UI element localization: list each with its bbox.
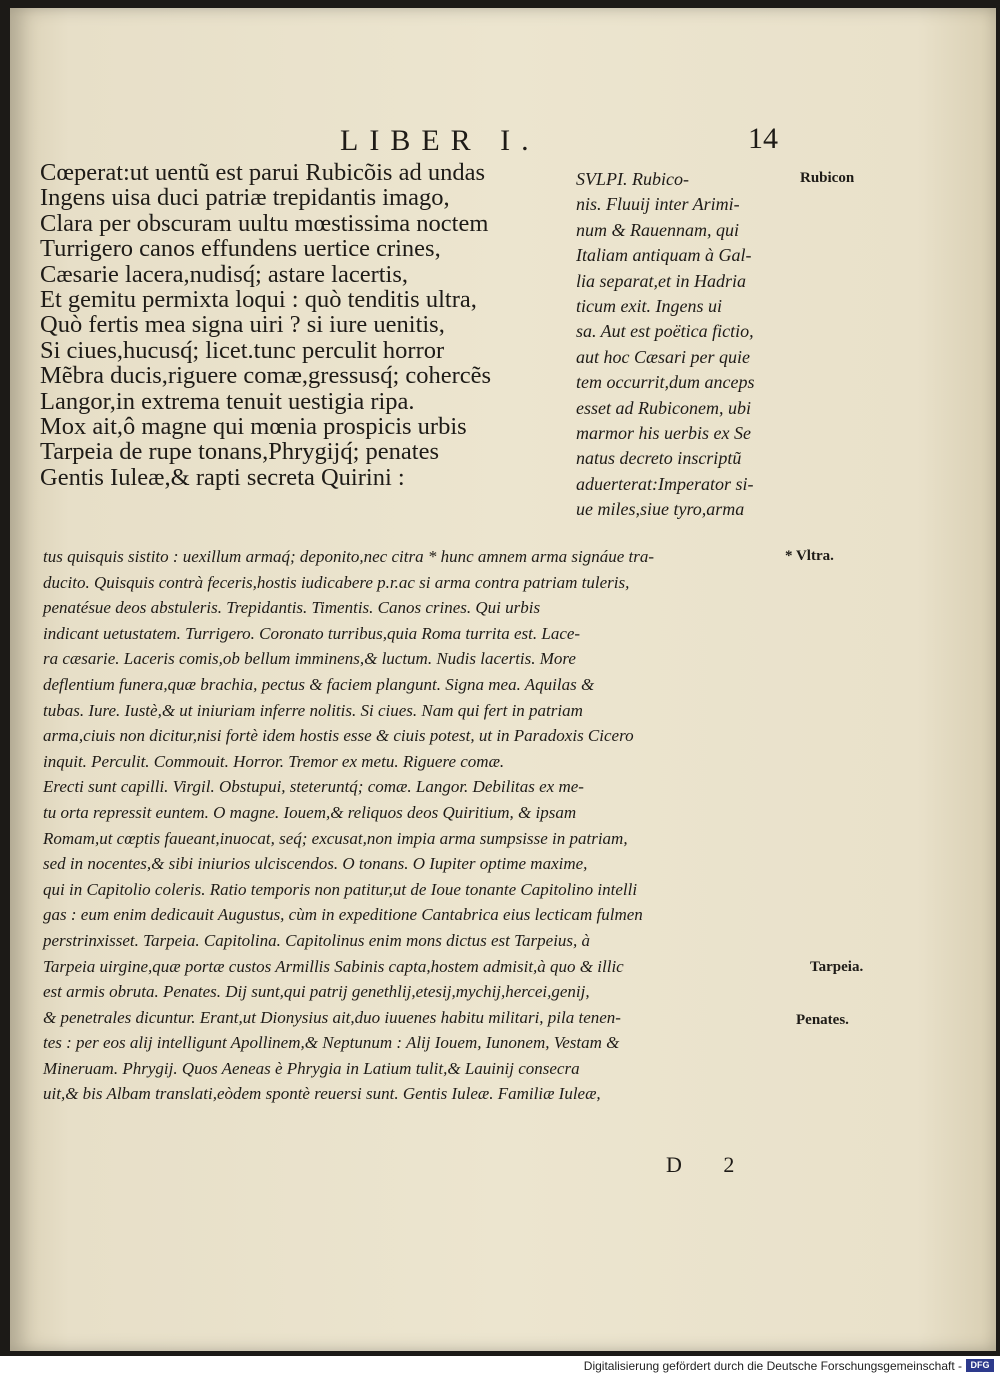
commentary-line: Erecti sunt capilli. Virgil. Obstupui, steteruntq́; comæ. Langor. Debilitas ex me- [43, 777, 584, 797]
poem-line: Gentis Iuleæ,& rapti secreta Quirini : [40, 463, 405, 491]
poem-line: Turrigero canos effundens uertice crines, [40, 235, 441, 263]
commentary-side-line: sa. Aut est poëtica fictio, [576, 321, 754, 342]
commentary-side-line: nis. Fluuij inter Arimi- [576, 194, 740, 215]
commentary-line: uit,& bis Albam translati,eòdem spontè reuersi sunt. Gentis Iuleæ. Familiæ Iuleæ, [43, 1084, 601, 1104]
commentary-side-line: marmor his uerbis ex Se [576, 423, 751, 444]
commentary-line: est armis obruta. Penates. Dij sunt,qui patrij genethlij,etesij,mychij,hercei,genij, [43, 982, 590, 1002]
commentary-line: gas : eum enim dedicauit Augustus, cùm in expeditione Cantabrica eius lecticam fulmen [43, 905, 643, 925]
commentary-main-block [43, 544, 809, 1107]
poem-line: Mẽbra ducis,riguere comæ,gressusq́; cohercẽs [40, 362, 492, 390]
commentary-line: Mineruam. Phrygij. Quos Aeneas è Phrygia in Latium tulit,& Lauinij consecra [43, 1058, 580, 1078]
poem-line: Et gemitu permixta loqui : quò tenditis ultra, [40, 286, 477, 314]
poem-line: Si ciues,hucusq́; licet.tunc perculit horror [40, 336, 445, 364]
commentary-line: tubas. Iure. Iustè,& ut iniuriam inferre nolitis. Si ciues. Nam qui fert in patriam [43, 700, 583, 720]
commentary-line: Romam,ut cœptis faueant,inuocat, seq́; excusat,non impia arma sumpsisse in patriam, [43, 828, 628, 848]
commentary-line: sed in nocentes,& sibi iniurios ulciscendos. O tonans. O Iupiter optime maxime, [43, 854, 588, 874]
commentary-line: deflentium funera,quæ brachia, pectus & faciem plangunt. Signa mea. Aquilas & [43, 674, 595, 694]
footer-credit: Digitalisierung gefördert durch die Deutsche Forschungsgemeinschaft - [583, 1359, 962, 1373]
marginal-note-ultra: * Vltra. [785, 548, 834, 564]
commentary-line: tus quisquis sistito : uexillum armaq́; deponito,nec citra * hunc amnem arma signáue tra- [43, 547, 655, 566]
commentary-side-line: ticum exit. Ingens ui [576, 296, 722, 317]
poem-line: Cæsarie lacera,nudisq́; astare lacertis, [40, 260, 409, 288]
commentary-line: inquit. Perculit. Commouit. Horror. Tremor ex metu. Riguere comæ. [43, 751, 505, 771]
commentary-side-line: aduerterat:Imperator si- [576, 473, 754, 494]
commentary-side-line: esset ad Rubiconem, ubi [576, 397, 751, 418]
running-head: LIBER I. [340, 124, 540, 157]
poem-verse-block [40, 160, 575, 490]
commentary-line: indicant uetustatem. Turrigero. Coronato turribus,quia Roma turrita est. Lace- [43, 623, 581, 643]
commentary-side-line: Italiam antiquam à Gal- [576, 245, 752, 266]
poem-line: Mox ait,ô magne qui mœnia prospicis urbis [40, 413, 467, 441]
footer-bar [0, 1356, 1000, 1376]
signature-mark: D 2 [666, 1152, 753, 1177]
commentary-line: perstrinxisset. Tarpeia. Capitolina. Capitolinus enim mons dictus est Tarpeius, à [43, 930, 591, 950]
commentary-line: penatésue deos abstuleris. Trepidantis. Timentis. Canos crines. Qui urbis [43, 598, 541, 618]
commentary-line: tes : per eos alij intelligunt Apollinem,& Neptunum : Alij Iouem, Iunonem, Vestam & [43, 1033, 620, 1053]
commentary-side-line: natus decreto inscriptũ [576, 448, 742, 469]
book-page [10, 8, 996, 1351]
marginal-note-tarpeia: Tarpeia. [810, 959, 864, 975]
poem-line: Ingens uisa duci patriæ trepidantis imago, [40, 184, 450, 212]
poem-line: Langor,in extrema tenuit uestigia ripa. [40, 387, 415, 415]
commentary-side-line: aut hoc Cæsari per quie [576, 346, 750, 367]
marginal-note-rubicon: Rubicon [800, 170, 855, 186]
commentary-side-line: SVLPI. Rubico- [576, 169, 689, 189]
commentary-line: Tarpeia uirgine,quæ portæ custos Armillis Sabinis capta,hostem admisit,à quo & illic [43, 956, 624, 976]
commentary-line: tu orta repressit euntem. O magne. Iouem,& reliquos deos Quiritium, & ipsam [43, 802, 577, 822]
dfg-logo: DFG [966, 1359, 994, 1372]
commentary-side-line: lia separat,et in Hadria [576, 270, 746, 291]
poem-line: Tarpeia de rupe tonans,Phrygijq́; penates [40, 438, 440, 466]
poem-line: Cœperat:ut uentũ est parui Rubicõis ad undas [40, 159, 485, 186]
commentary-line: ra cæsarie. Laceris comis,ob bellum imminens,& luctum. Nudis lacertis. More [43, 649, 576, 669]
poem-line: Clara per obscuram uultu mœstissima noctem [40, 209, 489, 237]
poem-line: Quò fertis mea signa uiri ? si iure uenitis, [40, 311, 445, 339]
commentary-line: & penetrales dicuntur. Erant,ut Dionysius ait,duo iuuenes habitu militari, pila tenen- [43, 1007, 621, 1027]
commentary-line: qui in Capitolio coleris. Ratio temporis non patitur,ut de Ioue tonante Capitolino intelli [43, 879, 638, 899]
commentary-line: ducito. Quisquis contrà feceris,hostis iudicabere p.r.ac si arma contra patriam tuleris, [43, 572, 630, 592]
commentary-side-column [576, 167, 798, 523]
marginal-note-penates: Penates. [796, 1012, 849, 1028]
commentary-side-line: tem occurrit,dum anceps [576, 372, 755, 393]
commentary-side-line: ue miles,siue tyro,arma [576, 499, 745, 520]
page-number: 14 [748, 122, 778, 155]
commentary-line: arma,ciuis non dicitur,nisi fortè idem hostis esse & ciuis potest, ut in Paradoxis Cicero [43, 726, 634, 746]
commentary-side-line: num & Rauennam, qui [576, 219, 739, 240]
